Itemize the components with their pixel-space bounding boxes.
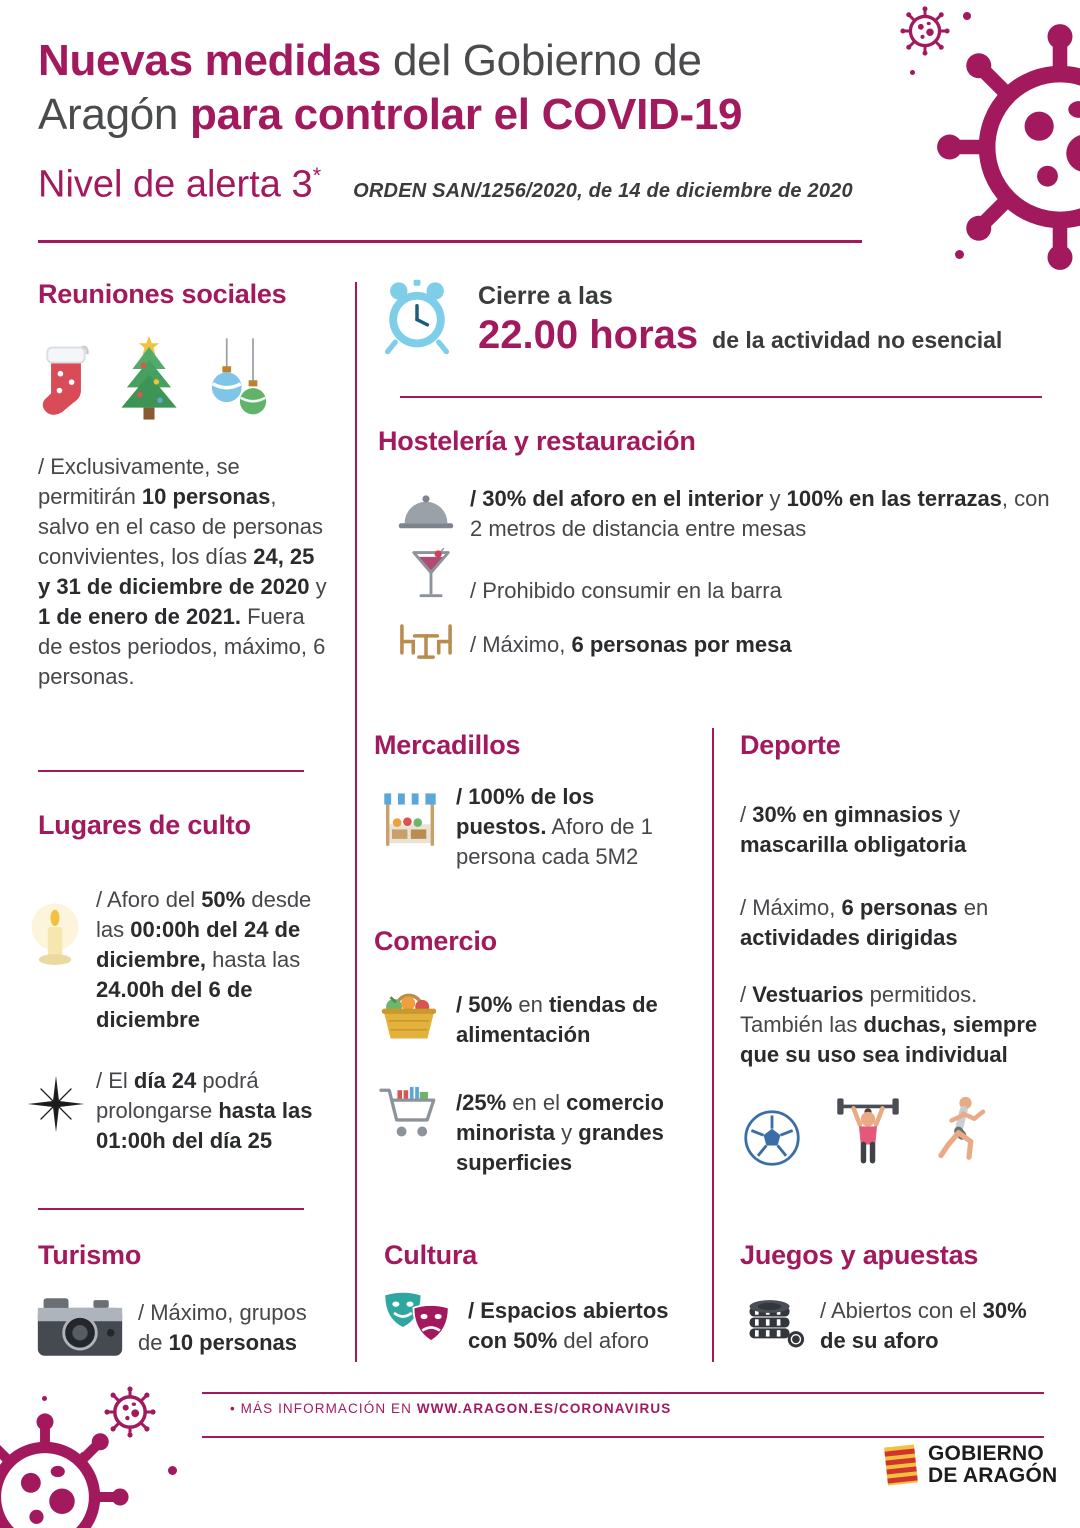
running-icon — [934, 1094, 990, 1168]
deporte-item-3: / Vestuarios permitidos. También las duchas, siempre que su uso sea individual — [740, 982, 1038, 1067]
cloche-icon — [396, 490, 456, 535]
comercio-item-2: /25% en el comercio minorista y grandes superficies — [456, 1090, 664, 1175]
aragon-flag-icon — [884, 1442, 918, 1488]
decor-dot — [963, 12, 971, 20]
star-icon — [26, 1074, 86, 1134]
footer-divider-top — [202, 1392, 1044, 1394]
closure-banner — [478, 282, 1044, 358]
hosteleria-title: Hostelería y restauración — [378, 426, 696, 456]
header — [38, 34, 888, 207]
cultura-text: / Espacios abiertos con 50% del aforo — [468, 1298, 669, 1353]
virus-icon-large-top — [935, 22, 1080, 272]
culto-item-1: / Aforo del 50% desde las 00:00h del 24 de diciembre, hasta las 24.00h del 6 de diciembre — [96, 887, 312, 1032]
culto-item-2: / El día 24 podrá prolongarse hasta las 01:00h del día 25 — [96, 1068, 313, 1153]
stocking-icon — [38, 342, 94, 426]
comercio-title: Comercio — [374, 926, 497, 956]
weightlifting-icon — [830, 1092, 906, 1168]
cocktail-icon — [408, 545, 454, 609]
closure-rest: de la actividad no esencial — [712, 327, 1003, 353]
mid-vertical-divider — [712, 728, 714, 1362]
baubles-icon — [204, 338, 274, 426]
gobierno-aragon-logo — [884, 1442, 1057, 1488]
table-chairs-icon — [392, 620, 460, 666]
poker-chips-icon — [744, 1292, 806, 1352]
decor-dot — [80, 1452, 86, 1458]
decor-dot — [42, 1396, 47, 1401]
page-title: Nuevas medidas del Gobierno de Aragón para controlar el COVID-19 — [38, 36, 743, 139]
soccer-ball-icon — [742, 1108, 802, 1168]
mercadillos-title: Mercadillos — [374, 730, 521, 760]
camera-icon — [34, 1292, 126, 1362]
closure-line — [478, 313, 1044, 358]
hosteleria-item-1: / 30% del aforo en el interior y 100% en las terrazas, con 2 metros de distancia entre mesas — [470, 486, 1050, 541]
decor-dot — [955, 250, 964, 259]
logo-text: GOBIERNO DE ARAGÓN — [928, 1442, 1058, 1487]
order-reference: ORDEN SAN/1256/2020, de 14 de diciembre de 2020 — [353, 180, 853, 202]
juegos-title: Juegos y apuestas — [740, 1240, 979, 1270]
culto-title: Lugares de culto — [38, 810, 251, 840]
reuniones-text: / Exclusivamente, se permitirán 10 personas, salvo en el caso de personas convivientes, los días 24, 25 y 31 de diciembre de 2020 y 1 de enero de 2021. Fuera de estos periodos, máximo, 6 personas. — [38, 454, 327, 689]
grocery-basket-icon — [378, 984, 440, 1042]
candle-icon — [26, 898, 84, 974]
footer-info: • MÁS INFORMACIÓN EN WWW.ARAGON.ES/CORONAVIRUS — [230, 1401, 672, 1416]
shopping-cart-icon — [376, 1082, 442, 1148]
decor-dot — [168, 1466, 177, 1475]
theater-masks-icon — [380, 1288, 454, 1352]
turismo-title: Turismo — [38, 1240, 142, 1270]
closure-intro: Cierre a las — [478, 282, 613, 310]
cultura-title: Cultura — [384, 1240, 478, 1270]
juegos-text: / Abiertos con el 30% de su aforo — [820, 1298, 1027, 1353]
main-vertical-divider — [355, 282, 357, 1362]
reuniones-title: Reuniones sociales — [38, 279, 287, 309]
hosteleria-item-2: / Prohibido consumir en la barra — [470, 578, 782, 603]
hosteleria-item-3: / Máximo, 6 personas por mesa — [470, 632, 792, 657]
divider — [400, 396, 1042, 398]
decor-dot — [910, 70, 915, 75]
christmas-icons-row — [38, 334, 274, 426]
deporte-title: Deporte — [740, 730, 841, 760]
comercio-item-1: / 50% en tiendas de alimentación — [456, 992, 658, 1047]
header-divider — [38, 240, 862, 243]
deporte-item-2: / Máximo, 6 personas en actividades dirigidas — [740, 895, 989, 950]
deporte-item-1: / 30% en gimnasios y mascarilla obligatoria — [740, 802, 967, 857]
alert-level: Nivel de alerta 3* — [38, 163, 322, 206]
turismo-text: / Máximo, grupos de 10 personas — [138, 1300, 307, 1355]
divider — [38, 1208, 304, 1210]
divider — [38, 770, 304, 772]
sport-icons-row — [742, 1092, 990, 1168]
market-stall-icon — [380, 788, 440, 852]
mercadillos-text: / 100% de los puestos. Aforo de 1 persona cada 5M2 — [456, 784, 653, 869]
closure-time: 22.00 horas — [478, 313, 699, 357]
footer-divider-bottom — [202, 1436, 1044, 1438]
alert-row — [38, 163, 888, 207]
christmas-tree-icon — [112, 334, 186, 426]
virus-icon-large-bottom — [0, 1412, 130, 1528]
alarm-clock-icon — [378, 278, 456, 356]
